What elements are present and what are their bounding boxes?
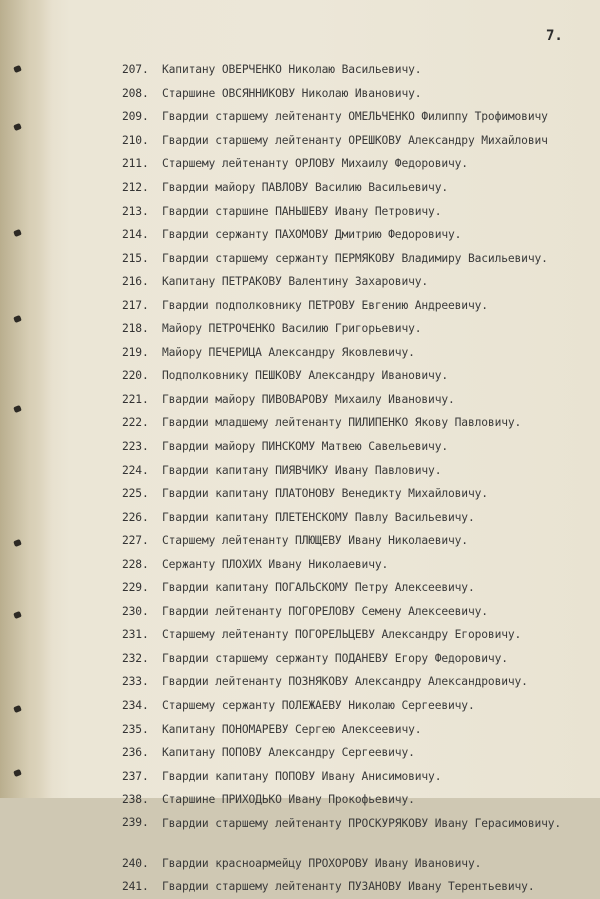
entry-text: Гвардии подполковнику ПЕТРОВУ Евгению Андреевичу. xyxy=(162,298,488,312)
page-number: 7. xyxy=(546,28,563,44)
entry-text: Старшине ОВСЯННИКОВУ Николаю Ивановичу. xyxy=(162,86,422,100)
list-item xyxy=(122,223,600,247)
entry-number: 211. xyxy=(122,157,149,171)
entry-number: 216. xyxy=(122,275,149,289)
entry-text: Гвардии лейтенанту ПОГОРЕЛОВУ Семену Алексеевичу. xyxy=(162,604,488,618)
entry-text: Капитану ОВЕРЧЕНКО Николаю Васильевичу. xyxy=(162,63,422,77)
entry-number: 229. xyxy=(122,581,149,595)
entry-text: Гвардии капитану ПЛЕТЕНСКОМУ Павлу Васильевичу. xyxy=(162,510,475,524)
list-item xyxy=(122,600,600,624)
list-item xyxy=(122,105,600,129)
entry-number: 215. xyxy=(122,251,149,265)
entry-number: 214. xyxy=(122,228,149,242)
entry-text: Гвардии младшему лейтенанту ПИЛИПЕНКО Якову Павловичу. xyxy=(162,416,522,430)
list-item xyxy=(122,388,600,412)
award-list xyxy=(122,58,600,899)
list-item xyxy=(122,435,600,459)
entry-text: Старшему лейтенанту ПЛЮЩЕВУ Ивану Николаевичу. xyxy=(162,534,468,548)
entry-number: 208. xyxy=(122,86,149,100)
entry-number: 240. xyxy=(122,856,149,870)
list-item xyxy=(122,293,600,317)
entry-text: Гвардии лейтенанту ПОЗНЯКОВУ Александру Александровичу. xyxy=(162,675,528,689)
list-item xyxy=(122,670,600,694)
entry-number: 236. xyxy=(122,746,149,760)
entry-text: Майору ПЕЧЕРИЦА Александру Яковлевичу. xyxy=(162,345,415,359)
list-item xyxy=(122,852,600,876)
entry-number: 213. xyxy=(122,204,149,218)
entry-text: Гвардии старшему лейтенанту ПУЗАНОВУ Ивану Терентьевичу. xyxy=(162,880,535,894)
list-item xyxy=(122,199,600,223)
list-item xyxy=(122,875,600,899)
list-item xyxy=(122,152,600,176)
entry-text: Гвардии старшему лейтенанту ОРЕШКОВУ Александру Михайлович xyxy=(162,133,548,147)
entry-text: Подполковнику ПЕШКОВУ Александру Ивановичу. xyxy=(162,369,449,383)
entry-number: 227. xyxy=(122,534,149,548)
entry-text: Гвардии старшему сержанту ПОДАНЕВУ Егору Федоровичу. xyxy=(162,651,508,665)
entry-number: 230. xyxy=(122,604,149,618)
entry-number: 219. xyxy=(122,345,149,359)
list-item xyxy=(122,458,600,482)
list-item xyxy=(122,552,600,576)
entry-number: 237. xyxy=(122,769,149,783)
entry-text: Гвардии майору ПИНСКОМУ Матвею Савельевичу. xyxy=(162,440,449,454)
list-item xyxy=(122,647,600,671)
entry-text: Старшему лейтенанту ПОГОРЕЛЬЦЕВУ Александру Егоровичу. xyxy=(162,628,522,642)
list-item xyxy=(122,129,600,153)
entry-text: Капитану ПОПОВУ Александру Сергеевичу. xyxy=(162,746,415,760)
entry-text: Старшине ПРИХОДЬКО Ивану Прокофьевичу. xyxy=(162,793,415,807)
entry-text: Гвардии старшему сержанту ПЕРМЯКОВУ Владимиру Васильевичу. xyxy=(162,251,548,265)
entry-number: 232. xyxy=(122,651,149,665)
entry-number: 241. xyxy=(122,880,149,894)
entry-number: 234. xyxy=(122,699,149,713)
entry-number: 212. xyxy=(122,181,149,194)
entry-number: 221. xyxy=(122,392,149,406)
list-item xyxy=(122,482,600,506)
entry-number: 220. xyxy=(122,369,149,383)
entry-number: 228. xyxy=(122,557,149,571)
entry-text: Гвардии старшему лейтенанту ПРОСКУРЯКОВУ Ивану Герасимовичу. xyxy=(162,816,562,830)
list-item xyxy=(122,411,600,435)
list-item xyxy=(122,694,600,718)
list-item xyxy=(122,529,600,553)
entry-text: Гвардии капитану ПОГАЛЬСКОМУ Петру Алексеевичу. xyxy=(162,581,475,595)
entry-text: Гвардии красноармейцу ПРОХОРОВУ Ивану Ивановичу. xyxy=(162,856,482,870)
list-item xyxy=(122,812,600,852)
entry-text: Гвардии капитану ПОПОВУ Ивану Анисимовичу. xyxy=(162,769,442,783)
entry-number: 225. xyxy=(122,487,149,501)
entry-number: 207. xyxy=(122,63,149,77)
entry-text: Капитану ПЕТРАКОВУ Валентину Захаровичу. xyxy=(162,275,429,289)
list-item xyxy=(122,246,600,270)
entry-number: 235. xyxy=(122,722,149,736)
list-item xyxy=(122,317,600,341)
entry-text: Гвардии майору ПИВОВАРОВУ Михаилу Ивановичу. xyxy=(162,392,455,406)
list-item xyxy=(122,270,600,294)
entry-number: 224. xyxy=(122,463,149,477)
list-item xyxy=(122,505,600,529)
list-item xyxy=(122,741,600,765)
list-item xyxy=(122,82,600,106)
entry-number: 223. xyxy=(122,440,149,454)
entry-number: 209. xyxy=(122,110,149,124)
entry-text: Майору ПЕТРОЧЕНКО Василию Григорьевичу. xyxy=(162,322,422,336)
entry-number: 233. xyxy=(122,675,149,689)
entry-number: 231. xyxy=(122,628,149,642)
entry-text: Капитану ПОНОМАРЕВУ Сергею Алексеевичу. xyxy=(162,722,422,736)
entry-number: 210. xyxy=(122,133,149,147)
list-item xyxy=(122,176,600,200)
entry-number: 226. xyxy=(122,510,149,524)
list-item xyxy=(122,341,600,365)
entry-number: 239. xyxy=(122,815,149,829)
left-margin-strip xyxy=(0,0,52,798)
entry-text: Старшему лейтенанту ОРЛОВУ Михаилу Федоровичу. xyxy=(162,157,468,171)
entry-number: 217. xyxy=(122,298,149,312)
entry-text: Гвардии сержанту ПАХОМОВУ Дмитрию Федоровичу. xyxy=(162,228,462,242)
entry-text: Гвардии капитану ПЛАТОНОВУ Венедикту Михайловичу. xyxy=(162,487,488,501)
entry-text: Старшему сержанту ПОЛЕЖАЕВУ Николаю Сергеевичу. xyxy=(162,699,475,713)
entry-number: 218. xyxy=(122,322,149,336)
entry-text: Гвардии капитану ПИЯВЧИКУ Ивану Павловичу. xyxy=(162,463,442,477)
list-item xyxy=(122,576,600,600)
entry-text: Гвардии старшине ПАНЬШЕВУ Ивану Петровичу. xyxy=(162,204,442,218)
entry-text: Гвардии майору ПАВЛОВУ Василию Васильевичу. xyxy=(162,181,449,194)
list-item xyxy=(122,623,600,647)
list-item xyxy=(122,764,600,788)
entry-number: 238. xyxy=(122,793,149,807)
list-item xyxy=(122,788,600,812)
list-item xyxy=(122,58,600,82)
list-item xyxy=(122,717,600,741)
entry-text: Сержанту ПЛОХИХ Ивану Николаевичу. xyxy=(162,557,389,571)
entry-number: 222. xyxy=(122,416,149,430)
list-item xyxy=(122,364,600,388)
entry-text: Гвардии старшему лейтенанту ОМЕЛЬЧЕНКО Филиппу Трофимовичу xyxy=(162,110,548,124)
